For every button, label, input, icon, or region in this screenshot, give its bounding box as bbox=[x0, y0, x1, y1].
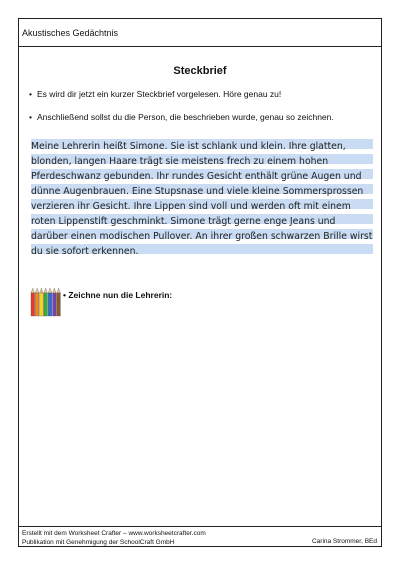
pencil-tip bbox=[48, 288, 52, 293]
draw-task-text: Zeichne nun die Lehrerin: bbox=[68, 290, 173, 300]
reading-passage bbox=[31, 139, 373, 259]
pencil-body bbox=[31, 293, 35, 316]
pencil-tip bbox=[53, 288, 57, 293]
pencil-body bbox=[48, 293, 52, 316]
bullet-icon: • bbox=[29, 89, 32, 99]
pencil-tip bbox=[57, 288, 61, 293]
bullet-icon: • bbox=[29, 112, 32, 122]
worksheet-header bbox=[19, 19, 381, 47]
instruction-1-text: Es wird dir jetzt ein kurzer Steckbrief vorgelesen. Höre genau zu! bbox=[37, 89, 282, 99]
footer-credit-line: Erstellt mit dem Worksheet Crafter – www.worksheetcrafter.com bbox=[22, 530, 206, 537]
worksheet bbox=[18, 18, 382, 547]
pencil-body bbox=[44, 293, 48, 316]
pencil-body bbox=[57, 293, 61, 316]
page-title: Steckbrief bbox=[173, 65, 227, 77]
pencil-body bbox=[53, 293, 57, 316]
pencil-body bbox=[40, 293, 44, 316]
reading-text: Meine Lehrerin heißt Simone. Sie ist schlank und klein. Ihre glatten, blonden, langen Haare trägt sie meistens frech zu einem hohen Pferdeschwanz gebunden. Ihr rundes Gesicht enthält grüne Augen und dünne Augenbrauen. Eine Stupsnase und viele kleine Sommersprossen verzieren ihr Gesicht. Ihre Lippen sind voll und werden oft mit einem roten Lippenstift geschminkt. Simone trägt gerne enge Jeans und darüber einen modischen Pullover. An ihrer großen schwarzen Brille wirst du sie sofort erkennen. bbox=[31, 141, 373, 257]
pencil-tip bbox=[40, 288, 44, 293]
colored-pencils-icon bbox=[29, 287, 63, 317]
instruction-1 bbox=[29, 89, 369, 100]
pencil-tip bbox=[31, 288, 35, 293]
pencil-tip bbox=[44, 288, 48, 293]
worksheet-footer bbox=[19, 526, 381, 546]
pencil-tip bbox=[35, 288, 39, 293]
pencil-body bbox=[35, 293, 39, 316]
instruction-2-text: Anschließend sollst du die Person, die beschrieben wurde, genau so zeichnen. bbox=[37, 112, 334, 122]
bullet-icon: • bbox=[63, 290, 66, 300]
footer-author: Carina Strommer, BEd bbox=[311, 538, 377, 545]
footer-permission-line: Publikation mit Genehmigung der SchoolCraft GmbH bbox=[22, 539, 175, 546]
draw-task-label bbox=[63, 290, 172, 300]
subject-label: Akustisches Gedächtnis bbox=[22, 28, 119, 38]
instruction-2 bbox=[29, 112, 369, 123]
